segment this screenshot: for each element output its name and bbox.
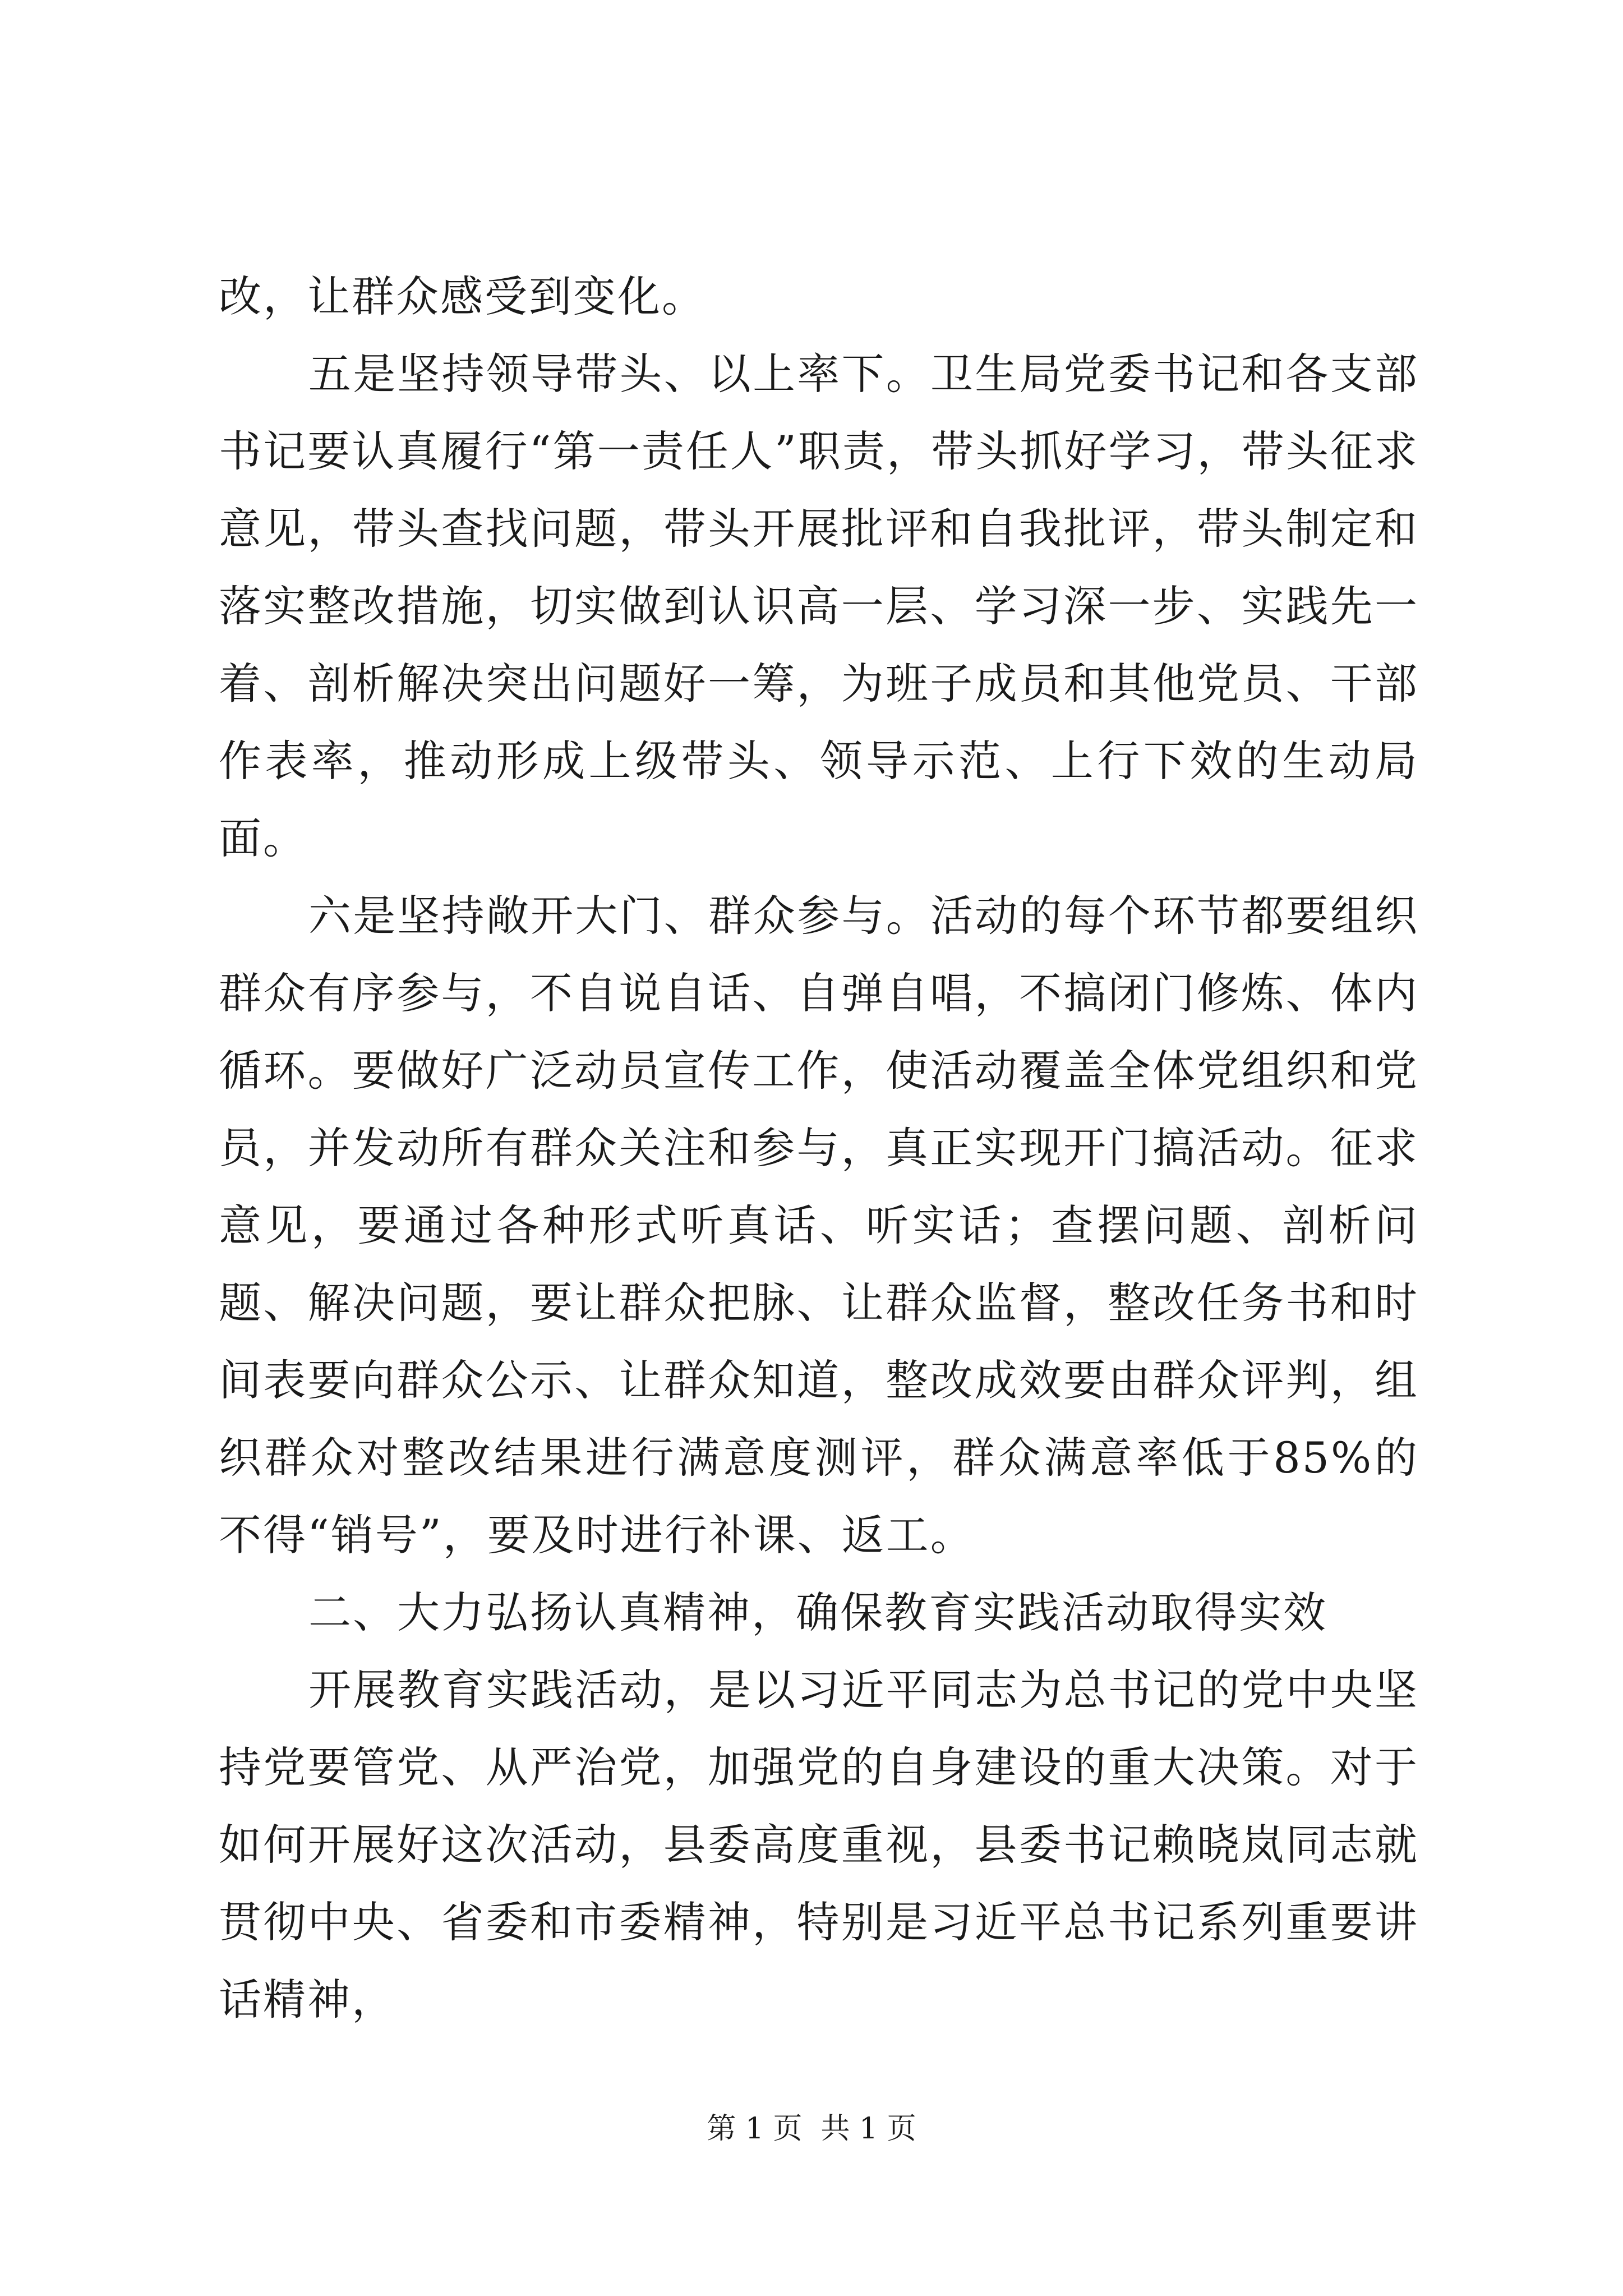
paragraph-point-five: 五是坚持领导带头、以上率下。卫生局党委书记和各支部书记要认真履行“第一责任人”职责，带头抓好学习，带头征求意见，带头查找问题，带头开展批评和自我批评，带头制定和落实整改措施，切实做到认识高一层、学习深一步、实践先一着、剖析解决突出问题好一筹，为班子成员和其他党员、干部作表率，推动形成上级带头、领导示范、上行下效的生动局面。 — [219, 349, 1419, 863]
document-body — [219, 258, 1419, 2039]
page-number: 第 1 页 共 1 页 — [707, 2112, 916, 2146]
paragraph-continuation: 改，让群众感受到变化。 — [219, 272, 706, 321]
paragraph-point-six: 六是坚持敞开大门、群众参与。活动的每个环节都要组织群众有序参与，不自说自话、自弹自唱，不搞闭门修炼、体内循环。要做好广泛动员宣传工作，使活动覆盖全体党组织和党员，并发动所有群众关注和参与，真正实现开门搞活动。征求意见，要通过各种形式听真话、听实话；查摆问题、剖析问题、解决问题，要让群众把脉、让群众监督，整改任务书和时间表要向群众公示、让群众知道，整改成效要由群众评判，组织群众对整改结果进行满意度测评，群众满意率低于85%的不得“销号”，要及时进行补课、返工。 — [219, 891, 1419, 1560]
section-heading-two: 二、大力弘扬认真精神，确保教育实践活动取得实效 — [308, 1588, 1327, 1637]
page-footer — [0, 2109, 1623, 2148]
paragraph-section-two-intro: 开展教育实践活动，是以习近平同志为总书记的党中央坚持党要管党、从严治党，加强党的自身建设的重大决策。对于如何开展好这次活动，县委高度重视，县委书记赖晓岚同志就贯彻中央、省委和市委精神，特别是习近平总书记系列重要讲话精神， — [219, 1665, 1419, 2024]
